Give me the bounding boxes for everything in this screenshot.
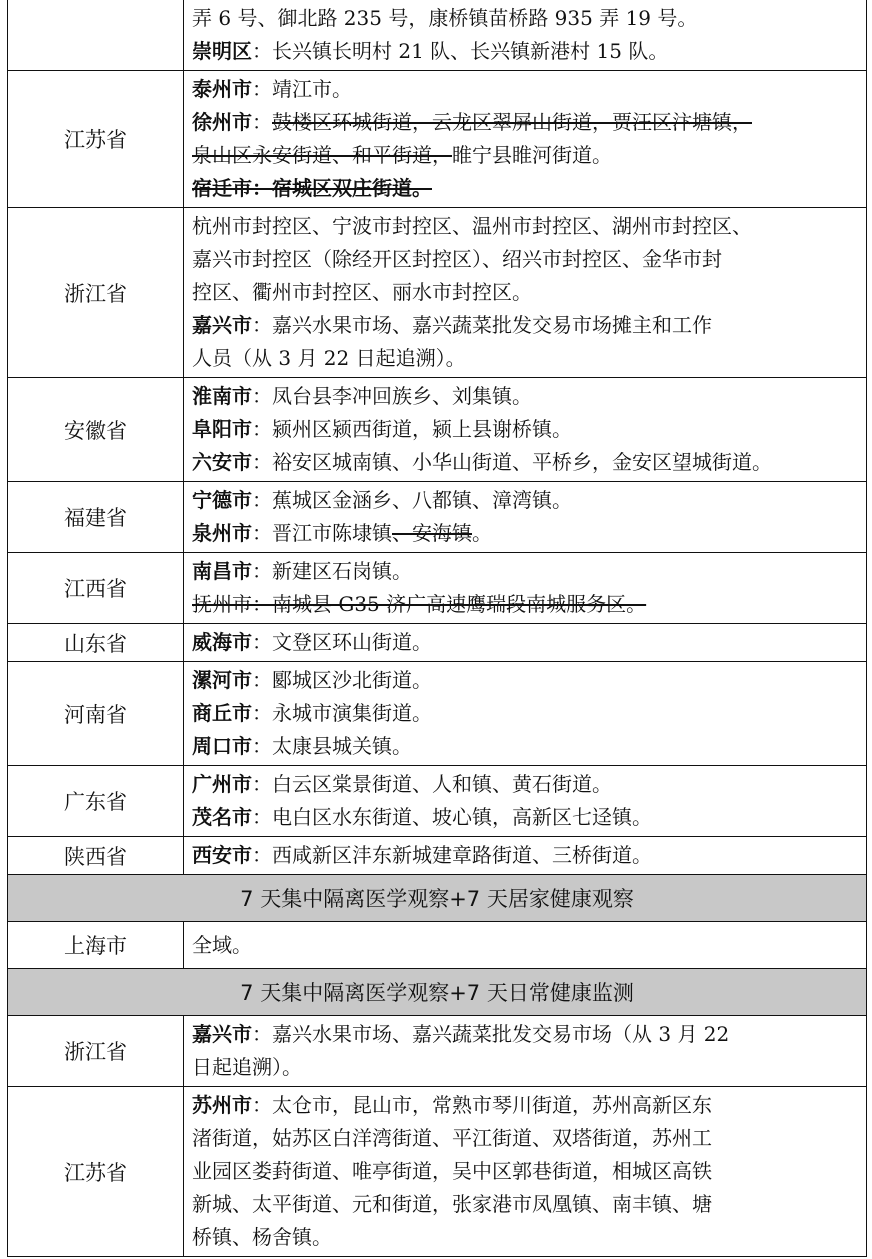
province-cell: 江西省 <box>8 553 184 624</box>
city-name: 泉州市 <box>192 521 252 545</box>
table-row <box>8 1087 867 1257</box>
table-row <box>8 553 867 624</box>
area-cell <box>184 378 867 482</box>
area-line: 嘉兴市封控区（除经开区封控区）、绍兴市封控区、金华市封 <box>192 247 722 271</box>
city-name: 漯河市 <box>192 668 252 692</box>
area-line: 泰州市：靖江市。 <box>192 77 352 101</box>
section-header-row <box>8 969 867 1016</box>
city-name: 南昌市 <box>192 559 252 583</box>
province-cell: 江苏省 <box>8 1087 184 1257</box>
area-cell <box>184 553 867 624</box>
struck-text: 泉山区永安街道、和平街道， <box>192 143 452 167</box>
area-cell <box>184 71 867 208</box>
area-line: 杭州市封控区、宁波市封控区、温州市封控区、湖州市封控区、 <box>192 214 752 238</box>
struck-text: 鼓楼区环城街道，云龙区翠屏山街道，贾汪区汴塘镇， <box>272 110 752 134</box>
city-name: 徐州市 <box>192 110 252 134</box>
city-name: 淮南市 <box>192 384 252 408</box>
province-cell: 浙江省 <box>8 1016 184 1087</box>
table-row <box>8 482 867 553</box>
area-line: 控区、衢州市封控区、丽水市封控区。 <box>192 280 532 304</box>
city-name: 茂名市 <box>192 805 252 829</box>
area-line: 日起追溯）。 <box>192 1055 302 1079</box>
area-cell <box>184 1087 867 1257</box>
area-line: 茂名市：电白区水东街道、坡心镇，高新区七迳镇。 <box>192 805 652 829</box>
area-cell <box>184 766 867 837</box>
city-name: 周口市 <box>192 734 252 758</box>
area-line: 周口市：太康县城关镇。 <box>192 734 412 758</box>
province-cell: 福建省 <box>8 482 184 553</box>
city-name: 六安市 <box>192 450 252 474</box>
area-line: 嘉兴市：嘉兴水果市场、嘉兴蔬菜批发交易市场（从 3 月 22 <box>192 1022 730 1046</box>
province-cell: 浙江省 <box>8 208 184 378</box>
area-line: 泉山区永安街道、和平街道，睢宁县睢河街道。 <box>192 143 612 167</box>
area-line: 六安市：裕安区城南镇、小华山街道、平桥乡，金安区望城街道。 <box>192 450 772 474</box>
area-cell <box>184 624 867 662</box>
area-line: 新城、太平街道、元和街道，张家港市凤凰镇、南丰镇、塘 <box>192 1192 712 1216</box>
city-name: 苏州市 <box>192 1093 252 1117</box>
city-name: 西安市 <box>192 843 252 867</box>
area-line: 全域。 <box>192 932 252 957</box>
table-row <box>8 208 867 378</box>
city-name: 泰州市 <box>192 77 252 101</box>
area-cell <box>184 1016 867 1087</box>
province-cell: 山东省 <box>8 624 184 662</box>
table-row <box>8 662 867 766</box>
section-header: 7 天集中隔离医学观察+7 天日常健康监测 <box>8 969 867 1016</box>
city-name: 商丘市 <box>192 701 252 725</box>
area-line: 漯河市：郾城区沙北街道。 <box>192 668 432 692</box>
table-row <box>8 922 867 969</box>
table-row <box>8 71 867 208</box>
area-cell <box>184 837 867 875</box>
struck-text: 抚州市：南城县 G35 济广高速鹰瑞段南城服务区。 <box>192 592 647 616</box>
area-cell <box>184 482 867 553</box>
struck-text: 宿迁市：宿城区双庄街道。 <box>192 176 432 200</box>
table-row <box>8 837 867 875</box>
city-name: 崇明区 <box>192 39 252 63</box>
city-name: 阜阳市 <box>192 417 252 441</box>
area-line <box>192 172 858 205</box>
province-cell: 安徽省 <box>8 378 184 482</box>
city-name: 嘉兴市 <box>192 1022 252 1046</box>
area-line: 崇明区：长兴镇长明村 21 队、长兴镇新港村 15 队。 <box>192 39 669 63</box>
struck-text: 、安海镇 <box>392 521 472 545</box>
area-line <box>192 588 858 621</box>
province-cell <box>8 0 184 71</box>
city-name: 嘉兴市 <box>192 313 252 337</box>
area-line: 西安市：西咸新区沣东新城建章路街道、三桥街道。 <box>192 843 652 867</box>
area-cell <box>184 0 867 71</box>
area-line: 淮南市：凤台县李冲回族乡、刘集镇。 <box>192 384 532 408</box>
area-line: 渚街道，姑苏区白洋湾街道、平江街道、双塔街道，苏州工 <box>192 1126 712 1150</box>
area-line: 业园区娄葑街道、唯亭街道，吴中区郭巷街道，相城区高铁 <box>192 1159 712 1183</box>
city-name: 广州市 <box>192 772 252 796</box>
area-line: 徐州市：鼓楼区环城街道，云龙区翠屏山街道，贾汪区汴塘镇， <box>192 110 752 134</box>
area-line: 泉州市：晋江市陈埭镇、安海镇。 <box>192 521 492 545</box>
table-row <box>8 624 867 662</box>
area-line: 广州市：白云区棠景街道、人和镇、黄石街道。 <box>192 772 612 796</box>
area-cell <box>184 922 867 969</box>
table-row <box>8 0 867 71</box>
area-line: 威海市：文登区环山街道。 <box>192 630 432 654</box>
area-line: 阜阳市：颍州区颍西街道，颍上县谢桥镇。 <box>192 417 572 441</box>
table-row <box>8 378 867 482</box>
area-line: 南昌市：新建区石岗镇。 <box>192 559 412 583</box>
city-name: 威海市 <box>192 630 252 654</box>
province-cell: 上海市 <box>8 922 184 969</box>
area-line: 商丘市：永城市演集街道。 <box>192 701 432 725</box>
area-cell <box>184 208 867 378</box>
table-row <box>8 766 867 837</box>
area-line: 苏州市：太仓市，昆山市，常熟市琴川街道，苏州高新区东 <box>192 1093 712 1117</box>
province-cell: 陕西省 <box>8 837 184 875</box>
province-cell: 河南省 <box>8 662 184 766</box>
area-line: 宁德市：蕉城区金涵乡、八都镇、漳湾镇。 <box>192 488 572 512</box>
risk-area-table <box>7 0 867 1257</box>
section-header-row <box>8 875 867 922</box>
province-cell: 广东省 <box>8 766 184 837</box>
area-line: 桥镇、杨舍镇。 <box>192 1225 332 1249</box>
area-line: 嘉兴市：嘉兴水果市场、嘉兴蔬菜批发交易市场摊主和工作 <box>192 313 712 337</box>
section-header: 7 天集中隔离医学观察+7 天居家健康观察 <box>8 875 867 922</box>
area-line: 弄 6 号、御北路 235 号，康桥镇苗桥路 935 弄 19 号。 <box>192 6 698 30</box>
area-cell <box>184 662 867 766</box>
area-line: 人员（从 3 月 22 日起追溯）。 <box>192 346 466 370</box>
table-row <box>8 1016 867 1087</box>
province-cell: 江苏省 <box>8 71 184 208</box>
city-name: 宁德市 <box>192 488 252 512</box>
